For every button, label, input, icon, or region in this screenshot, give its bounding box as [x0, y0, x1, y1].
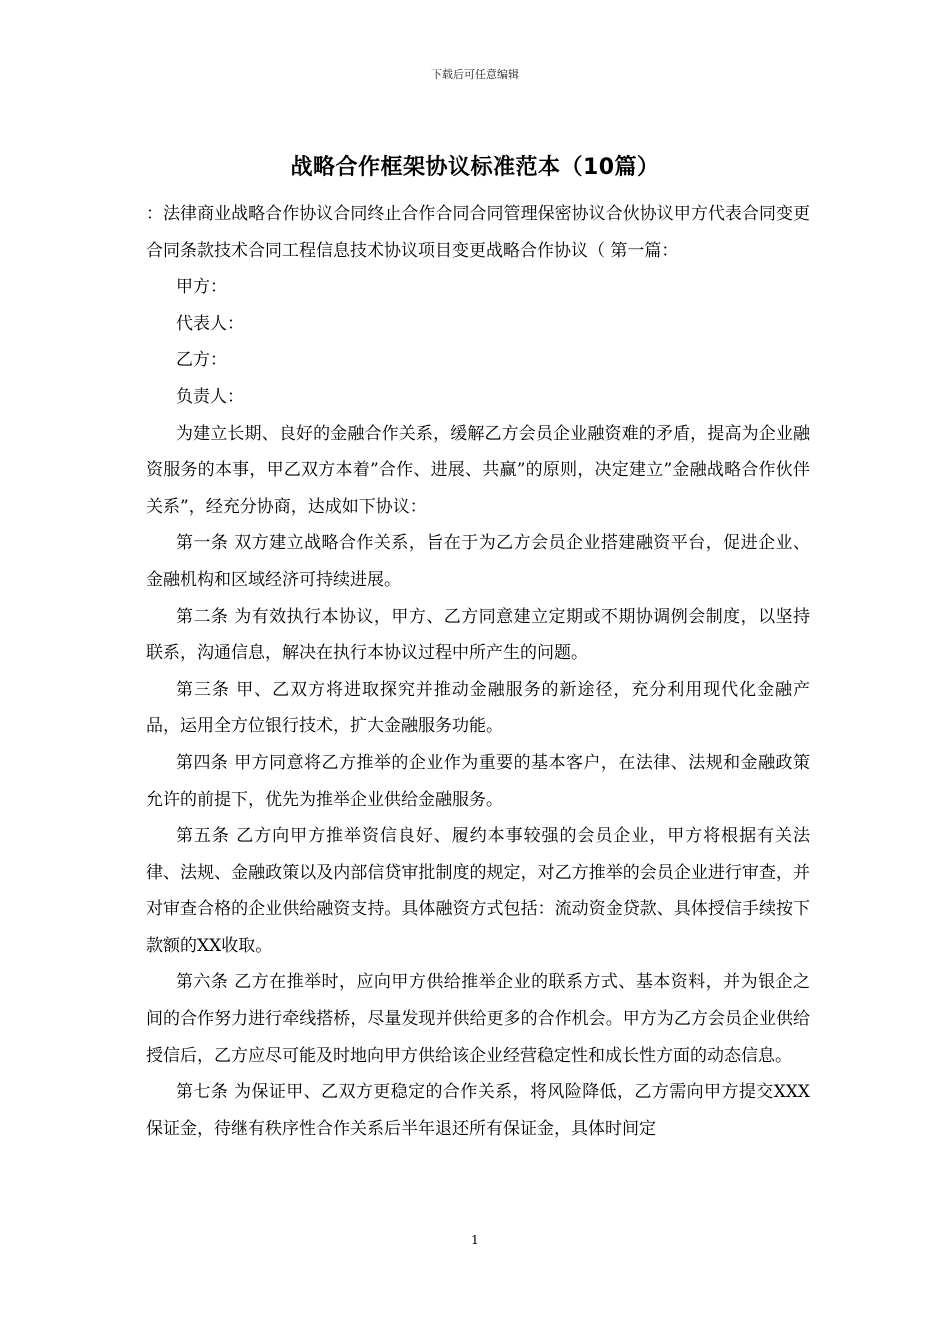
article-1: 第一条 双方建立战略合作关系，旨在于为乙方会员企业搭建融资平台，促进企业、金融机构和区域经济可持续进展。 — [146, 533, 810, 590]
article-6: 第六条 乙方在推举时，应向甲方供给推举企业的联系方式、基本资料，并为银企之间的合作努力进行牵线搭桥，尽量发现并供给更多的合作机会。甲方为乙方会员企业供给授信后，乙方应尽可能及时地向甲方供给该企业经营稳定性和成长性方面的动态信息。 — [146, 972, 810, 1066]
party-b-line: 乙方： — [176, 350, 227, 371]
party-a-line: 甲方： — [176, 277, 227, 298]
representative-line: 代表人： — [176, 313, 244, 334]
document-body — [146, 196, 810, 1147]
responsible-person-line: 负责人： — [176, 386, 244, 407]
page-header: 下载后可任意编辑 — [431, 68, 519, 81]
article-2: 第二条 为有效执行本协议，甲方、乙方同意建立定期或不期协调例会制度，以坚持联系，沟通信息，解决在执行本协议过程中所产生的问题。 — [146, 606, 810, 664]
preamble-paragraph: 为建立长期、良好的金融合作关系，缓解乙方会员企业融资难的矛盾，提高为企业融资服务的本事，甲乙双方本着”合作、进展、共赢”的原则，决定建立”金融战略合作伙伴关系”，经充分协商，达成如下协议： — [146, 423, 810, 517]
page-number: 1 — [471, 1233, 479, 1247]
article-7: 第七条 为保证甲、乙双方更稳定的合作关系，将风险降低，乙方需向甲方提交XXX保证金，待继有秩序性合作关系后半年退还所有保证金，具体时间定 — [146, 1082, 810, 1139]
document-title: 战略合作框架协议标准范本（10篇） — [290, 155, 660, 180]
article-3: 第三条 甲、乙双方将进取探究并推动金融服务的新途径，充分利用现代化金融产品，运用全方位银行技术，扩大金融服务功能。 — [146, 679, 810, 737]
intro-paragraph: ：法律商业战略合作协议合同终止合作合同合同管理保密协议合伙协议甲方代表合同变更合同条款技术合同工程信息技术协议项目变更战略合作协议（ 第一篇： — [146, 204, 810, 261]
article-4: 第四条 甲方同意将乙方推举的企业作为重要的基本客户，在法律、法规和金融政策允许的前提下，优先为推举企业供给金融服务。 — [146, 752, 810, 810]
article-5: 第五条 乙方向甲方推举资信良好、履约本事较强的会员企业，甲方将根据有关法律、法规、金融政策以及内部信贷审批制度的规定，对乙方推举的会员企业进行审查，并对审查合格的企业供给融资支持。具体融资方式包括：流动资金贷款、具体授信手续按下款额的XX收取。 — [146, 826, 810, 956]
